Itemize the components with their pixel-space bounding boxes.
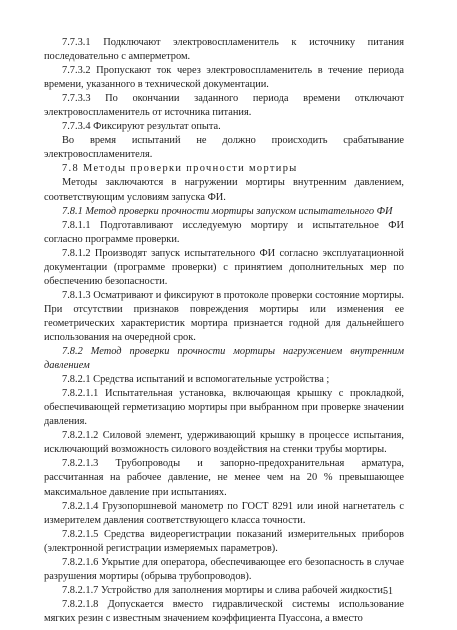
- subsection-heading-7-8-1: 7.8.1 Метод проверки прочности мортиры запуском испытательного ФИ: [62, 205, 393, 217]
- paragraph-7-8-2-1-7: 7.8.2.1.7 Устройство для заполнения мортиры и слива рабочей жидкости.: [62, 584, 386, 596]
- paragraph-requirement: Во время испытаний не должно происходить срабатывание электровоспламенителя.: [44, 135, 404, 161]
- paragraph-7-7-3-1: 7.7.3.1 Подключают электровоспламенитель к источнику питания последовательно с амперметром.: [44, 37, 404, 63]
- paragraph-7-7-3-2: 7.7.3.2 Пропускают ток через электровоспламенитель в течение периода времени, указанного в технической документации.: [44, 65, 404, 91]
- paragraph-7-8-2-1-5: 7.8.2.1.5 Средства видеорегистрации показаний измерительных приборов (электронной регистрации измеряемых параметров).: [44, 528, 404, 554]
- paragraph-7-8-2-1-1: 7.8.2.1.1 Испытательная установка, включающая крышку с прокладкой, обеспечивающей герметизацию мортиры при выбранном при проверке значении давления.: [44, 388, 404, 428]
- paragraph-7-8-2-1-4: 7.8.2.1.4 Грузопоршневой манометр по ГОСТ 8291 или иной нагнетатель с измерителем давления соответствующего класса точности.: [44, 500, 404, 526]
- paragraph-7-8-2-1: 7.8.2.1 Средства испытаний и вспомогательные устройства ;: [62, 374, 330, 386]
- paragraph-methods: Методы заключаются в нагружении мортиры внутренним давлением, соответствующим условиям запуска ФИ.: [44, 177, 404, 203]
- paragraph-7-8-2-1-2: 7.8.2.1.2 Силовой элемент, удерживающий крышку в процессе испытания, исключающий возможность силового воздействия на стенки трубы мортиры.: [44, 430, 404, 456]
- subsection-heading-7-8-2: 7.8.2 Метод проверки прочности мортиры нагружением внутренним давлением: [44, 346, 404, 372]
- paragraph-7-7-3-3: 7.7.3.3 По окончании заданного периода времени отключают электровоспламенитель от источника питания.: [44, 93, 404, 119]
- paragraph-7-8-1-1: 7.8.1.1 Подготавливают исследуемую мортиру и испытательное ФИ согласно программе проверки.: [44, 219, 404, 245]
- paragraph-7-8-1-3: 7.8.1.3 Осматривают и фиксируют в протоколе проверки состояние мортиры. При отсутствии признаков повреждения мортиры или изменения ее геометрических характеристик мортира признается годной для дальнейшего использования на очередной срок.: [44, 289, 404, 343]
- paragraph-7-8-1-2: 7.8.1.2 Производят запуск испытательного ФИ согласно эксплуатационной документации (программе проверки) с принятием дополнительных мер по обеспечению безопасности.: [44, 247, 404, 287]
- page-number: 51: [383, 586, 393, 597]
- paragraph-7-8-2-1-8: 7.8.2.1.8 Допускается вместо гидравлической системы использование мягких резин с известным значением коэффициента Пуассона, а вместо: [44, 598, 404, 624]
- document-body: [44, 36, 404, 626]
- paragraph-7-8-2-1-3: 7.8.2.1.3 Трубопроводы и запорно-предохранительная арматура, рассчитанная на рабочее давление, не менее чем на 20 % превышающее максимальное давление при испытаниях.: [44, 458, 404, 498]
- paragraph-7-8-2-1-6: 7.8.2.1.6 Укрытие для оператора, обеспечивающее его безопасность в случае разрушения мортиры (обрыва трубопроводов).: [44, 556, 404, 582]
- section-heading-7-8: 7.8 Методы проверки прочности мортиры: [62, 163, 298, 175]
- paragraph-7-7-3-4: 7.7.3.4 Фиксируют результат опыта.: [62, 121, 221, 133]
